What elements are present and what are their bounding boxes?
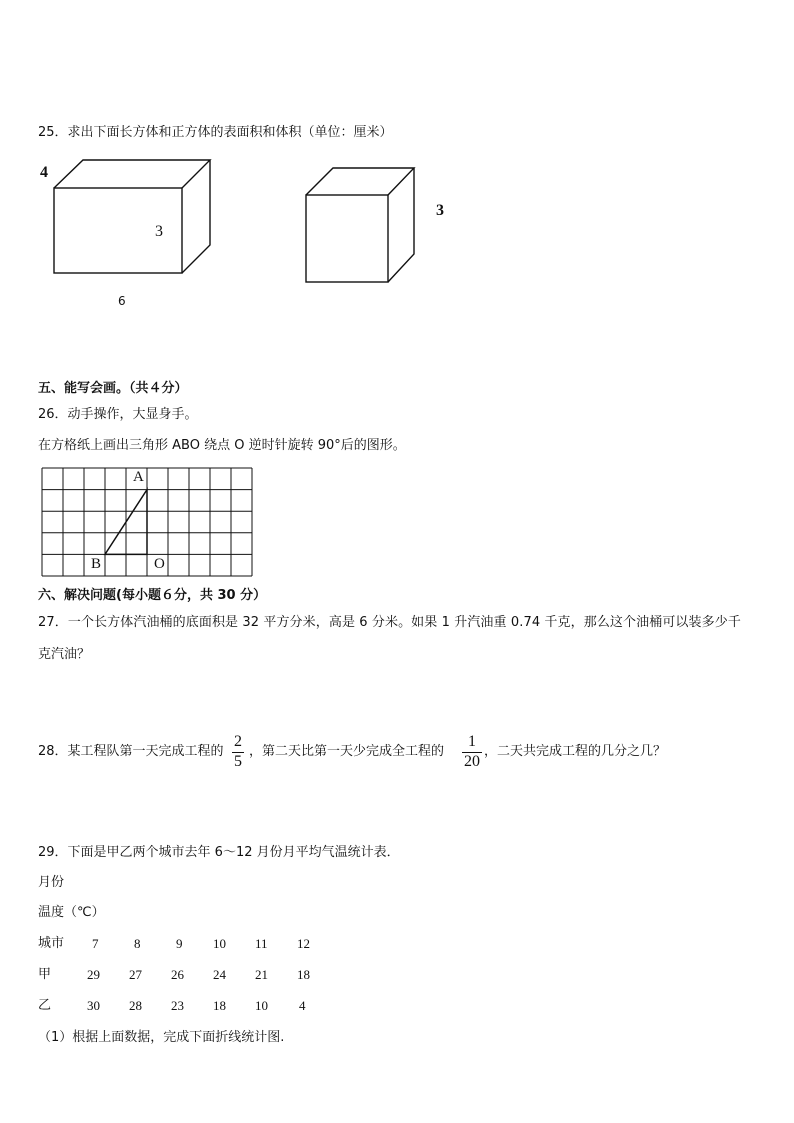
table-cell: 28 bbox=[129, 998, 142, 1013]
table-cell: 10 bbox=[255, 998, 268, 1013]
fraction-denominator: 5 bbox=[234, 752, 242, 770]
table-month-cell: 7 bbox=[92, 936, 99, 951]
q28-part2: ，第二天比第一天少完成全工程的 bbox=[249, 744, 445, 759]
cuboid-label-left: 4 bbox=[40, 164, 48, 181]
q26-instruction: 在方格纸上画出三角形 ABO 绕点 O 逆时针旋转 90°后的图形。 bbox=[38, 438, 406, 453]
table-month-cell: 10 bbox=[213, 936, 226, 951]
cuboid-label-height: 3 bbox=[155, 223, 163, 240]
cuboid-label-bottom: 6 bbox=[118, 294, 126, 308]
section5-heading: 五、能写会画。（共４分） bbox=[38, 381, 188, 396]
q29-text: 29．下面是甲乙两个城市去年 6～12 月份月平均气温统计表． bbox=[38, 845, 400, 860]
q28-part1: 28．某工程队第一天完成工程的 bbox=[38, 744, 224, 759]
table-month-cell: 11 bbox=[255, 936, 268, 951]
section6-heading: 六、解决问题(每小题６分，共 30 分） bbox=[38, 588, 267, 603]
fraction-numerator: 1 bbox=[468, 733, 476, 750]
grid-label-a: A bbox=[133, 469, 144, 485]
table-month-cell: 12 bbox=[297, 936, 310, 951]
table-cell: 21 bbox=[255, 967, 268, 982]
table-row-label: 甲 bbox=[38, 967, 52, 982]
q29-sub1: （1）根据上面数据，完成下面折线统计图. bbox=[38, 1030, 285, 1045]
q29-month-label: 月份 bbox=[38, 875, 65, 890]
fraction-numerator: 2 bbox=[234, 733, 242, 750]
cube-figure bbox=[306, 168, 414, 282]
table-row-label: 乙 bbox=[38, 998, 52, 1013]
q27-line1: 27．一个长方体汽油桶的底面积是 32 平方分米，高是 6 分米。如果 1 升汽油重 0.74 千克，那么这个油桶可以装多少千 bbox=[38, 615, 741, 630]
grid-label-o: O bbox=[154, 556, 165, 572]
q25-text: 25．求出下面长方体和正方体的表面积和体积（单位：厘米） bbox=[38, 125, 393, 140]
table-cell: 26 bbox=[171, 967, 184, 982]
q29-temp-label: 温度（℃） bbox=[38, 905, 105, 920]
table-month-cell: 9 bbox=[176, 936, 183, 951]
table-cell: 24 bbox=[213, 967, 226, 982]
table-cell: 23 bbox=[171, 998, 184, 1013]
cuboid-figure bbox=[54, 160, 210, 273]
fraction-2-5 bbox=[232, 734, 244, 771]
table-cell: 18 bbox=[213, 998, 226, 1013]
cube-label: 3 bbox=[436, 202, 444, 219]
table-cell: 30 bbox=[87, 998, 100, 1013]
q28-part3: ，二天共完成工程的几分之几？ bbox=[484, 744, 667, 759]
table-header-label: 城市 bbox=[38, 936, 65, 951]
table-cell: 18 bbox=[297, 967, 310, 982]
q27-line2: 克汽油？ bbox=[38, 647, 91, 662]
grid-label-b: B bbox=[91, 556, 102, 572]
fraction-1-20 bbox=[462, 734, 482, 771]
table-cell: 29 bbox=[87, 967, 100, 982]
table-cell: 27 bbox=[129, 967, 142, 982]
table-month-cell: 8 bbox=[134, 936, 141, 951]
table-cell: 4 bbox=[299, 998, 306, 1013]
fraction-denominator: 20 bbox=[464, 752, 480, 770]
q26-text: 26．动手操作，大显身手。 bbox=[38, 407, 198, 422]
